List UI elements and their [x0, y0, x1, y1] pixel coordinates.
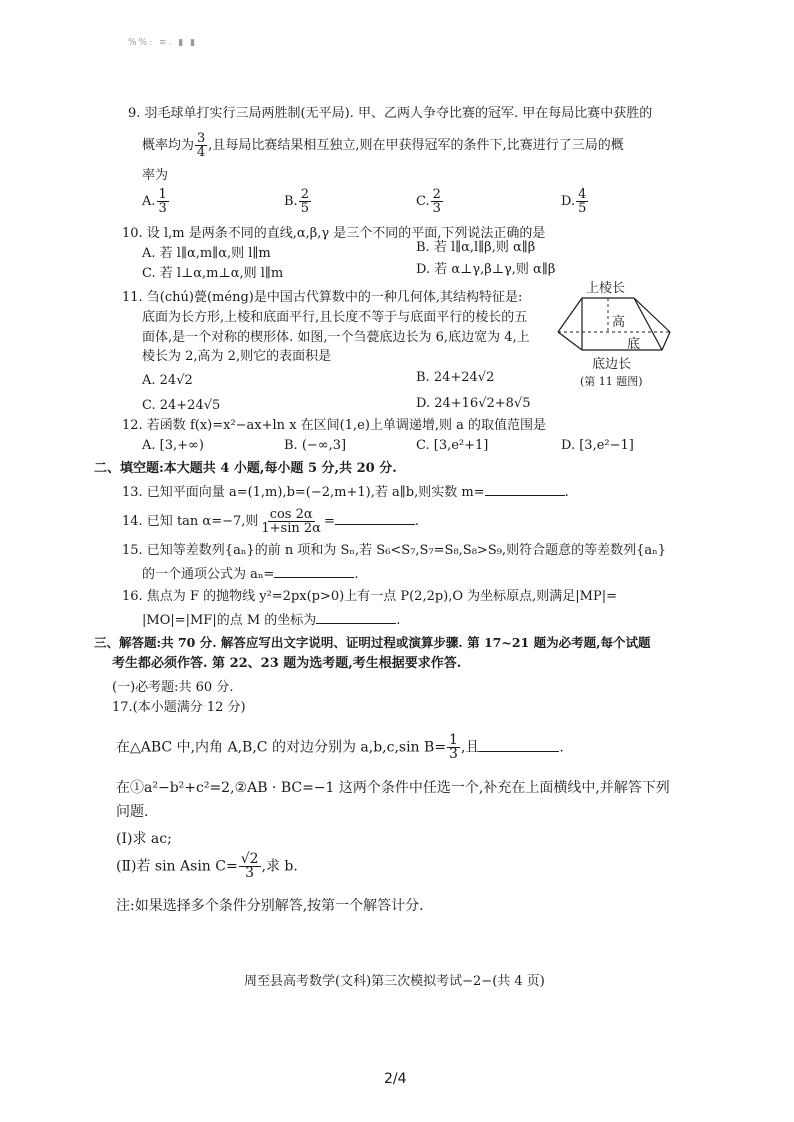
q13-answer-blank[interactable]: [485, 483, 565, 496]
q15-line1: 15. 已知等差数列{aₙ}的前 n 项和为 Sₙ,若 S₆<S₇,S₇=S₈,S₈>S₉,则符合题意的等差数列{aₙ}: [122, 543, 666, 558]
q9-option-a-frac: [157, 188, 169, 215]
q17-note: 注:如果选择多个条件分别解答,按第一个解答计分.: [116, 898, 424, 914]
q9-option-c-frac: [431, 188, 443, 215]
q9-option-d: [561, 188, 589, 215]
left-slant-back: [558, 298, 582, 332]
q9-line3: 率为: [142, 168, 169, 183]
q17-part2: [116, 853, 298, 880]
q11-option-b: B. 24+24√2: [416, 370, 495, 385]
q17-line1-end: .: [559, 739, 564, 756]
q14-end: .: [414, 514, 419, 529]
page-number: 2/4: [384, 1071, 407, 1087]
q9-option-c-label: C.: [416, 194, 430, 209]
q9-option-b: [284, 188, 312, 215]
q14-frac-num: cos 2α: [269, 507, 313, 522]
q9-option-a-label: A.: [142, 194, 156, 209]
right-slant-back: [634, 298, 670, 332]
q17-line1: [116, 734, 564, 761]
right-front-edge: [662, 332, 670, 350]
q9-option-b-num: 2: [300, 187, 309, 202]
q17-line1-post: ,且: [460, 739, 480, 756]
q9-option-d-frac: [576, 188, 588, 215]
q13: [122, 483, 569, 501]
q17-frac-den: 3: [449, 746, 458, 762]
q15-end: .: [354, 567, 359, 582]
q12-option-c: C. [3,e²+1]: [416, 438, 489, 453]
q11-option-d: D. 24+16√2+8√5: [416, 396, 531, 411]
q15-answer-blank[interactable]: [274, 565, 354, 578]
fig-caption: (第 11 题图): [580, 375, 643, 388]
q9-option-c-num: 2: [432, 187, 441, 202]
q12-stem: 12. 若函数 f(x)=x²−ax+ln x 在区间(1,e)上单调递增,则 a 的取值范围是: [122, 418, 547, 433]
section3-line2: 考生都必须作答. 第 22、23 题为选考题,考生根据要求作答.: [112, 656, 462, 671]
q9-line1: 9. 羽毛球单打实行三局两胜制(无平局). 甲、乙两人争夺比赛的冠军. 甲在每局比赛中获胜的: [128, 106, 653, 121]
q11-line3: 面体,是一个对称的楔形体. 如图,一个刍甍底边长为 6,底边宽为 4,上: [142, 330, 530, 345]
q17-part1: (Ⅰ)求 ac;: [116, 831, 172, 847]
q15-line2: [142, 565, 359, 583]
q14-post: =: [323, 514, 335, 529]
left-front-edge: [558, 332, 582, 350]
header-mark: %%: ≡. ▮ ▮: [128, 38, 198, 48]
q11-line1: 11. 刍(chú)甍(méng)是中国古代算数中的一种几何体,其结构特征是:: [122, 290, 523, 305]
q9-probability-fraction: [195, 132, 207, 159]
q14: [122, 508, 419, 535]
q9-line2-post: ,且每局比赛结果相互独立,则在甲获得冠军的条件下,比赛进行了三局的概: [208, 138, 624, 153]
q9-frac-num: 3: [197, 131, 206, 146]
q17-line3: 问题.: [116, 804, 149, 820]
section2-title: 二、填空题:本大题共 4 小题,每小题 5 分,共 20 分.: [94, 461, 397, 476]
q15-line2-text: 的一个通项公式为 aₙ=: [142, 567, 275, 582]
q16-line2: [142, 611, 400, 629]
q10-option-a: A. 若 l∥α,m∥α,则 l∥m: [142, 246, 271, 261]
q10-option-c: C. 若 l⊥α,m⊥α,则 l∥m: [142, 266, 284, 281]
q10-option-d: D. 若 α⊥γ,β⊥γ,则 α∥β: [416, 262, 556, 277]
q11-line4: 棱长为 2,高为 2,则它的表面积是: [142, 349, 332, 364]
q17-sinb-fraction: [447, 734, 460, 761]
q9-line2: [142, 132, 624, 159]
q9-option-a-num: 1: [158, 187, 167, 202]
section3-line1: 三、解答题:共 70 分. 解答应写出文字说明、证明过程或演算步骤. 第 17~21 题为必考题,每个试题: [94, 635, 651, 650]
q10-option-b: B. 若 l∥α,l∥β,则 α∥β: [416, 240, 536, 255]
q13-end: .: [564, 485, 569, 500]
q14-fraction: [259, 508, 323, 535]
q17-line1-pre: 在△ABC 中,内角 A,B,C 的对边分别为 a,b,c,sin B=: [116, 739, 447, 756]
q17-frac-num: 1: [449, 732, 458, 748]
q17-condition-blank[interactable]: [479, 739, 559, 752]
q17-part2-pre: (Ⅱ)若 sin Asin C=: [116, 858, 238, 875]
q12-option-d: D. [3,e²−1]: [561, 438, 634, 453]
q16-answer-blank[interactable]: [316, 611, 396, 624]
section3-sub: (一)必考题:共 60 分.: [112, 680, 234, 695]
q11-option-c: C. 24+24√5: [142, 398, 221, 413]
q12-option-a: A. [3,+∞): [142, 438, 204, 453]
q9-option-d-den: 5: [578, 201, 587, 216]
fig-top-label: 上棱长: [586, 281, 626, 296]
q16-line2-text: |MO|=|MF|的点 M 的坐标为: [142, 613, 317, 628]
q9-line2-pre: 概率均为: [142, 138, 195, 153]
q9-option-b-den: 5: [300, 201, 309, 216]
q9-option-c: [416, 188, 444, 215]
q11-option-a: A. 24√2: [142, 373, 193, 388]
q17-head: 17.(本小题满分 12 分): [112, 700, 246, 715]
q14-pre: 14. 已知 tan α=−7,则: [122, 514, 259, 529]
q9-option-b-frac: [299, 188, 311, 215]
q14-frac-den: 1+sin 2α: [261, 521, 321, 536]
q17-line2: 在①a²−b²+c²=2,②AB · BC=−1 这两个条件中任选一个,补充在上面横线中,并解答下列: [116, 780, 670, 796]
q9-option-a-den: 3: [158, 201, 167, 216]
q17-part2-num: √2: [240, 851, 259, 867]
q9-option-d-num: 4: [578, 187, 587, 202]
fig-bottom-label: 底边长: [592, 357, 632, 372]
page-footer: 周至县高考数学(文科)第三次模拟考试−2−(共 4 页): [244, 974, 545, 989]
q9-frac-den: 4: [197, 145, 206, 160]
q9-option-d-label: D.: [561, 194, 576, 209]
q9-option-a: [142, 188, 170, 215]
fig-base-word: 底: [627, 337, 641, 352]
q12-option-b: B. (−∞,3]: [284, 438, 347, 453]
q17-part2-fraction: [239, 853, 261, 880]
q9-option-c-den: 3: [432, 201, 441, 216]
q16-end: .: [396, 613, 401, 628]
q17-part2-post: ,求 b.: [261, 858, 298, 875]
q13-text: 13. 已知平面向量 a=(1,m),b=(−2,m+1),若 a∥b,则实数 m=: [122, 485, 485, 500]
q14-answer-blank[interactable]: [335, 512, 415, 525]
q16-line1: 16. 焦点为 F 的抛物线 y²=2px(p>0)上有一点 P(2,2p),O 为坐标原点,则满足|MP|=: [122, 589, 618, 604]
q11-line2: 底面为长方形,上棱和底面平行,且长度不等于与底面平行的棱长的五: [142, 310, 528, 325]
q17-part2-den: 3: [245, 865, 255, 881]
fig-height-label: 高: [612, 315, 626, 330]
q9-option-b-label: B.: [284, 194, 298, 209]
q10-stem: 10. 设 l,m 是两条不同的直线,α,β,γ 是三个不同的平面,下列说法正确的是: [122, 226, 546, 241]
